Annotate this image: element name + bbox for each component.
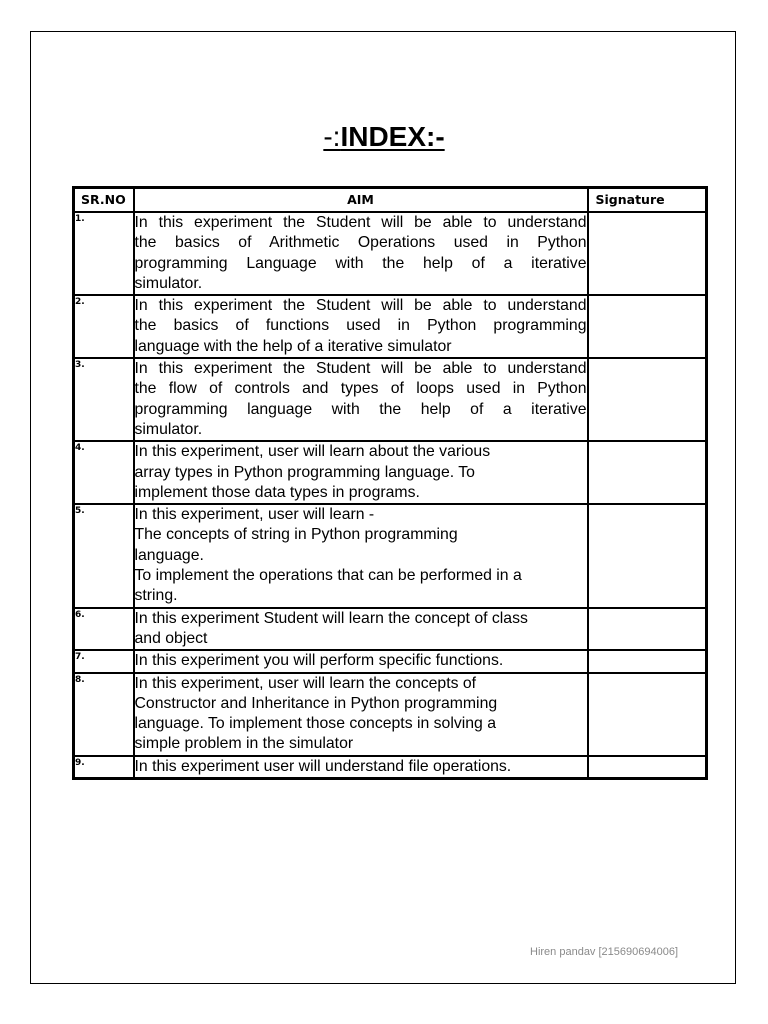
table-row [74, 212, 707, 295]
aim-line: string. [134, 587, 178, 605]
aim-line: simple problem in the simulator [134, 735, 354, 753]
aim-line: In this experiment the Student will be able to understand [134, 214, 587, 231]
row-aim [134, 608, 588, 651]
row-signature-cell[interactable] [588, 295, 707, 358]
row-signature-cell[interactable] [588, 358, 707, 441]
aim-line: The concepts of string in Python programming [134, 526, 458, 544]
row-number: 6. [74, 608, 134, 651]
table-row [74, 504, 707, 607]
title-prefix: -: [323, 121, 341, 152]
page-title [323, 120, 444, 154]
aim-line: implement those data types in programs. [134, 483, 420, 501]
index-table [72, 186, 708, 780]
row-number: 8. [74, 673, 134, 756]
aim-line: the flow of controls and types of loops used in Python [134, 380, 587, 398]
aim-line: To implement the operations that can be performed in a [134, 567, 522, 585]
row-number: 3. [74, 358, 134, 441]
table-row [74, 295, 707, 358]
aim-line: the basics of Arithmetic Operations used in Python [134, 234, 587, 252]
aim-line: In this experiment, user will learn about the various [134, 443, 491, 461]
row-aim [134, 673, 588, 756]
row-aim [134, 756, 588, 779]
title-word: INDEX:- [340, 121, 445, 152]
row-aim [134, 212, 588, 295]
row-signature-cell[interactable] [588, 212, 707, 295]
aim-line: and object [134, 629, 208, 647]
row-signature-cell[interactable] [588, 673, 707, 756]
row-number: 5. [74, 504, 134, 607]
footer-author: Hiren pandav [215690694006] [530, 946, 679, 958]
row-number: 7. [74, 650, 134, 672]
row-number: 1. [74, 212, 134, 295]
aim-line: array types in Python programming language. To [134, 463, 475, 481]
aim-line: In this experiment, user will learn the concepts of [134, 674, 477, 692]
table-body [74, 212, 707, 779]
aim-line: programming Language with the help of a iterative [134, 254, 587, 272]
table-row [74, 673, 707, 756]
aim-line: In this experiment the Student will be able to understand [134, 360, 587, 378]
aim-line: simulator. [134, 420, 203, 438]
row-aim [134, 358, 588, 441]
aim-line: In this experiment the Student will be able to understand [134, 297, 587, 315]
aim-line: In this experiment you will perform specific functions. [134, 652, 504, 670]
aim-line: In this experiment, user will learn - [134, 506, 375, 524]
header-row [74, 188, 707, 213]
row-signature-cell[interactable] [588, 441, 707, 504]
aim-line: programming language with the help of a iterative [134, 400, 587, 418]
row-number: 2. [74, 295, 134, 358]
table-row [74, 441, 707, 504]
title-container [0, 120, 768, 154]
aim-line: simulator. [134, 274, 203, 292]
row-number: 9. [74, 756, 134, 779]
row-signature-cell[interactable] [588, 756, 707, 779]
row-aim [134, 295, 588, 358]
aim-line: language with the help of a iterative simulator [134, 337, 452, 355]
table-row [74, 608, 707, 651]
table-row [74, 756, 707, 779]
header-srno: SR.NO [74, 188, 134, 213]
row-signature-cell[interactable] [588, 650, 707, 672]
aim-line: language. [134, 546, 204, 564]
aim-line: Constructor and Inheritance in Python programming [134, 694, 498, 712]
row-aim [134, 504, 588, 607]
aim-line: the basics of functions used in Python programming [134, 317, 587, 335]
table-row [74, 358, 707, 441]
aim-line: language. To implement those concepts in solving a [134, 715, 497, 733]
header-signature: Signature [588, 188, 707, 213]
row-signature-cell[interactable] [588, 608, 707, 651]
table-row [74, 650, 707, 672]
aim-line: In this experiment Student will learn the concept of class [134, 609, 528, 627]
aim-line: In this experiment user will understand file operations. [134, 757, 512, 775]
row-number: 4. [74, 441, 134, 504]
row-aim [134, 441, 588, 504]
row-aim [134, 650, 588, 672]
row-signature-cell[interactable] [588, 504, 707, 607]
header-aim: AIM [134, 188, 588, 213]
